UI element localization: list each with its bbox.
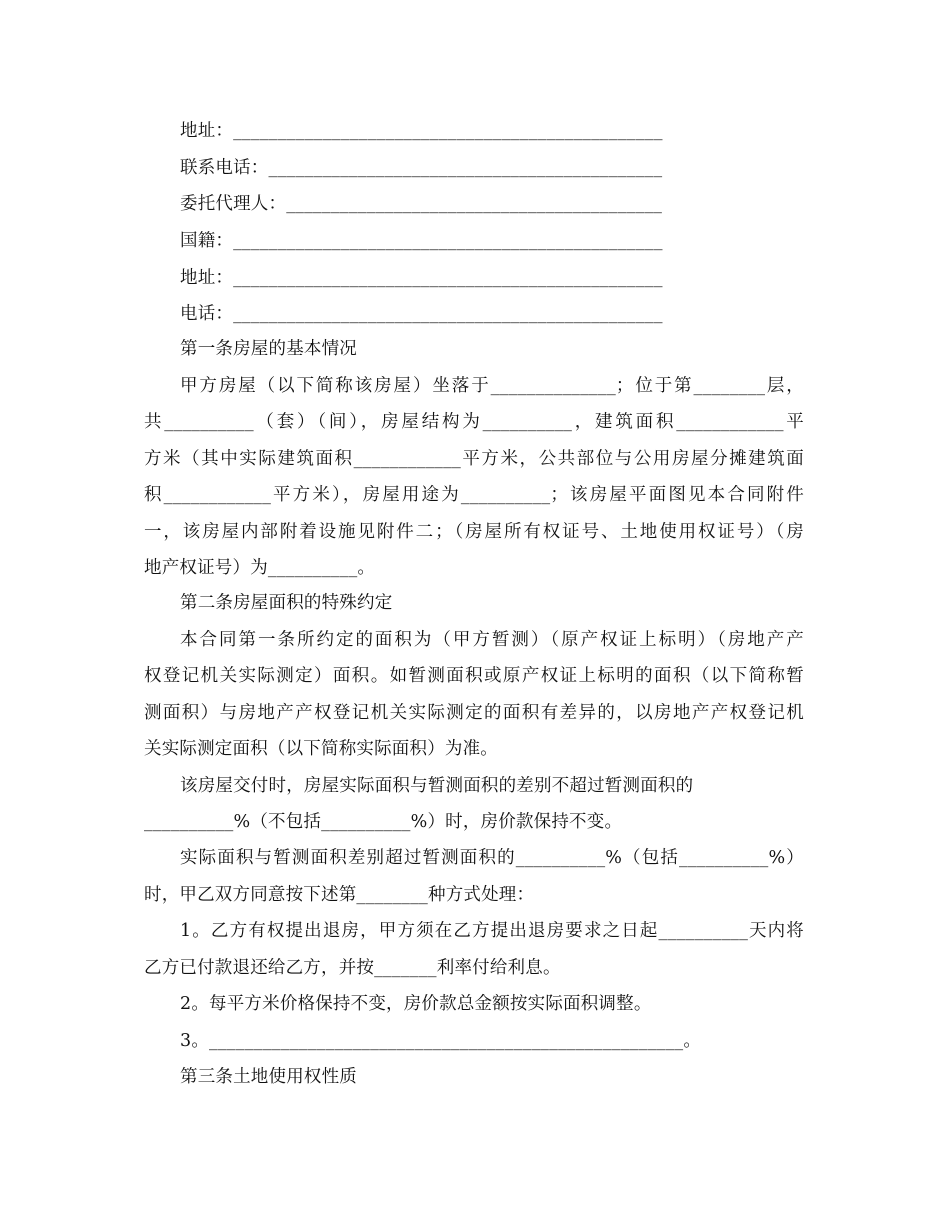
document-line: 时，甲乙双方同意按下述第________种方式处理： bbox=[144, 885, 535, 905]
document-line: 地址：________________________________________________ bbox=[180, 121, 663, 141]
document-line: 乙方已付款退还给乙方，并按_______利率付给利息。 bbox=[144, 958, 561, 978]
document-line: 方米（其中实际建筑面积____________平方米，公共部位与公用房屋分摊建筑面 bbox=[144, 449, 804, 469]
document-line: __________%（不包括__________%）时，房价款保持不变。 bbox=[144, 812, 623, 832]
document-line: 第一条房屋的基本情况 bbox=[180, 339, 357, 359]
document-line: 关实际测定面积（以下简称实际面积）为准。 bbox=[144, 739, 498, 759]
document-line: 一，该房屋内部附着设施见附件二；（房屋所有权证号、土地使用权证号）（房 bbox=[144, 522, 804, 542]
document-line: 1。乙方有权提出退房，甲方须在乙方提出退房要求之日起__________天内将 bbox=[180, 921, 804, 941]
document-line: 该房屋交付时，房屋实际面积与暂测面积的差别不超过暂测面积的 bbox=[180, 776, 694, 796]
document-line: 实际面积与暂测面积差别超过暂测面积的__________%（包括__________%） bbox=[180, 848, 804, 868]
document-line: 第二条房屋面积的特殊约定 bbox=[180, 593, 393, 613]
document-line: 联系电话：____________________________________________ bbox=[180, 158, 663, 178]
document-line: 2。每平方米价格保持不变，房价款总金额按实际面积调整。 bbox=[180, 994, 652, 1014]
document-line: 权登记机关实际测定）面积。如暂测面积或原产权证上标明的面积（以下简称暂 bbox=[144, 666, 804, 686]
document-line: 本合同第一条所约定的面积为（甲方暂测）（原产权证上标明）（房地产产 bbox=[180, 630, 804, 650]
document-line: 共__________（套）（间），房屋结构为__________，建筑面积____________平 bbox=[144, 412, 804, 432]
document-line: 甲方房屋（以下简称该房屋）坐落于______________；位于第________层， bbox=[180, 376, 804, 396]
document-line: 国籍：________________________________________________ bbox=[180, 231, 663, 251]
document-line: 测面积）与房地产产权登记机关实际测定的面积有差异的，以房地产产权登记机 bbox=[144, 703, 804, 723]
document-line: 3。_____________________________________________________。 bbox=[180, 1031, 702, 1051]
document-line: 电话：________________________________________________ bbox=[180, 304, 663, 324]
document-line: 地产权证号）为__________。 bbox=[144, 558, 376, 578]
document-line: 积____________平方米），房屋用途为__________；该房屋平面图见本合同附件 bbox=[144, 485, 804, 505]
document-line: 委托代理人：__________________________________________ bbox=[180, 194, 663, 214]
document-line: 第三条土地使用权性质 bbox=[180, 1067, 357, 1087]
document-line: 地址：________________________________________________ bbox=[180, 268, 663, 288]
